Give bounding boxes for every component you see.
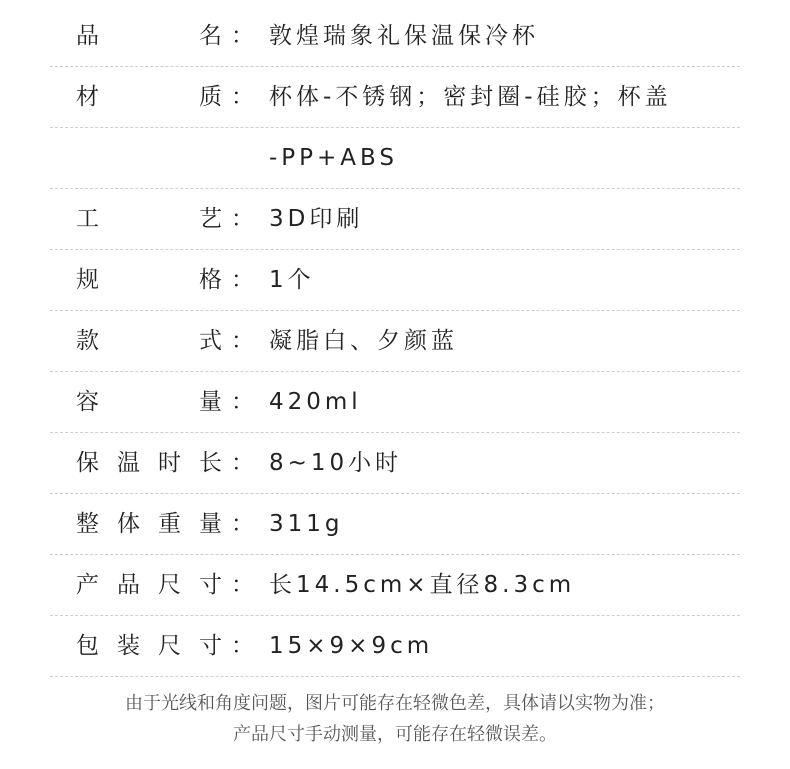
spec-colon: ： (231, 267, 254, 293)
spec-label-char: 品 (117, 572, 140, 598)
spec-label-char: 寸 (199, 633, 222, 659)
spec-value: 敦煌瑞象礼保温保冷杯 (269, 23, 539, 49)
spec-value: 8~10小时 (269, 450, 403, 476)
spec-row-craft (50, 189, 740, 250)
spec-label-char: 体 (117, 511, 140, 537)
spec-label-char: 保 (76, 450, 99, 476)
spec-label-char: 质 (199, 84, 222, 110)
spec-label-char: 尺 (158, 572, 181, 598)
spec-label (76, 616, 222, 677)
spec-row-insulation-time (50, 433, 740, 494)
spec-label (76, 372, 222, 433)
spec-row-package-size (50, 616, 740, 677)
spec-colon: ： (231, 511, 254, 537)
spec-label-char: 温 (117, 450, 140, 476)
spec-label-char: 工 (76, 206, 99, 232)
spec-label (76, 6, 222, 67)
spec-row-style (50, 311, 740, 372)
spec-value: 420ml (269, 389, 362, 415)
spec-label-char: 名 (199, 23, 222, 49)
spec-label-char: 量 (199, 511, 222, 537)
spec-colon: ： (231, 633, 254, 659)
spec-label-char: 规 (76, 267, 99, 293)
spec-label (76, 433, 222, 494)
spec-row-weight (50, 494, 740, 555)
spec-value: 15×9×9cm (269, 633, 434, 659)
spec-label (76, 555, 222, 616)
spec-value: 1个 (269, 267, 315, 293)
spec-colon: ： (231, 389, 254, 415)
spec-colon: ： (231, 206, 254, 232)
spec-label-char: 长 (199, 450, 222, 476)
spec-label-char: 产 (76, 572, 99, 598)
spec-label (76, 311, 222, 372)
spec-label-char: 寸 (199, 572, 222, 598)
spec-value: 长14.5cm×直径8.3cm (269, 572, 576, 598)
spec-colon: ： (231, 450, 254, 476)
disclaimer-line-1: 由于光线和角度问题，图片可能存在轻微色差，具体请以实物为准； (125, 693, 665, 714)
disclaimer-line-2: 产品尺寸手动测量，可能存在轻微误差。 (233, 724, 557, 745)
spec-label-char: 容 (76, 389, 99, 415)
spec-row-product-size (50, 555, 740, 616)
spec-label-char: 品 (76, 23, 99, 49)
spec-label-char: 材 (76, 84, 99, 110)
spec-table (50, 6, 740, 677)
spec-label-char: 整 (76, 511, 99, 537)
spec-row-material (50, 67, 740, 128)
spec-value: 凝脂白、夕颜蓝 (269, 328, 458, 354)
spec-value: 311g (269, 511, 344, 537)
spec-label-char: 装 (117, 633, 140, 659)
spec-row-capacity (50, 372, 740, 433)
spec-colon: ： (231, 23, 254, 49)
spec-label-char: 量 (199, 389, 222, 415)
spec-colon: ： (231, 328, 254, 354)
spec-value: 3D印刷 (269, 206, 364, 232)
spec-value: 杯体-不锈钢；密封圈-硅胶；杯盖 (269, 84, 672, 110)
spec-colon: ： (231, 84, 254, 110)
spec-label (76, 250, 222, 311)
spec-label-char: 艺 (199, 206, 222, 232)
spec-row-material-continued (50, 128, 740, 189)
spec-colon: ： (231, 572, 254, 598)
spec-label-char: 式 (199, 328, 222, 354)
spec-label-char: 包 (76, 633, 99, 659)
spec-value: -PP+ABS (269, 145, 399, 171)
spec-label-char: 时 (158, 450, 181, 476)
spec-label-char: 格 (199, 267, 222, 293)
spec-label-char: 尺 (158, 633, 181, 659)
spec-label (76, 189, 222, 250)
spec-label (76, 494, 222, 555)
spec-label-char: 重 (158, 511, 181, 537)
spec-row-product-name (50, 6, 740, 67)
spec-label (76, 67, 222, 128)
disclaimer-note (0, 688, 790, 750)
spec-label-char: 款 (76, 328, 99, 354)
spec-row-spec (50, 250, 740, 311)
